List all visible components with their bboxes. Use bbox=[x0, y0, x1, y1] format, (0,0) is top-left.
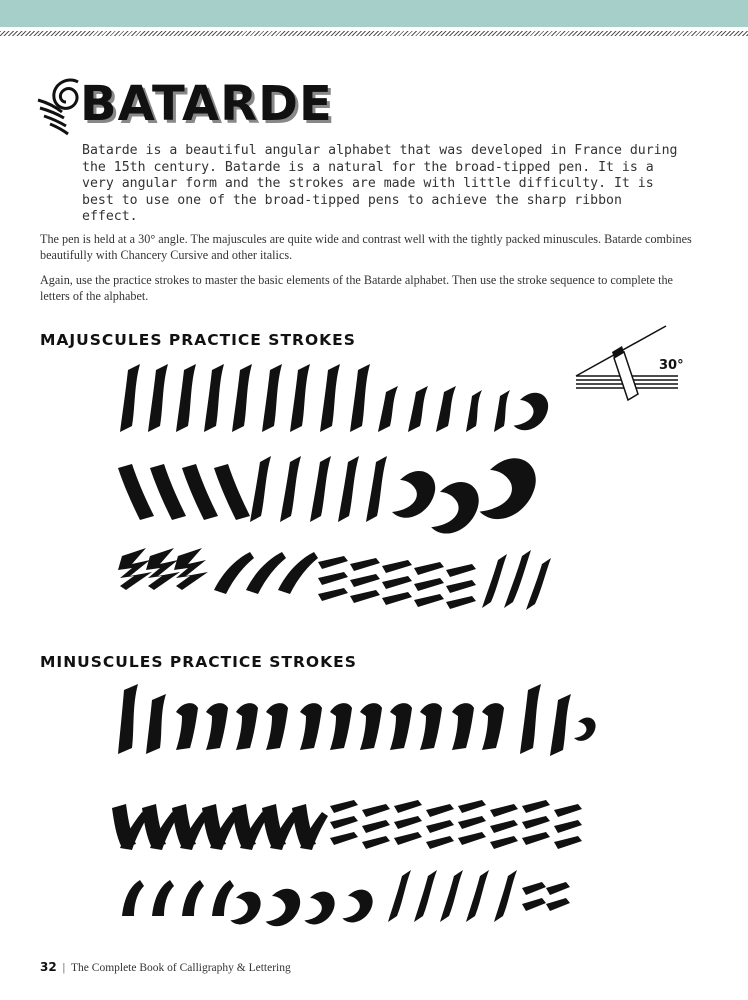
page-title: BATARDE bbox=[80, 76, 333, 132]
practice-stroke bbox=[230, 892, 260, 925]
practice-stroke bbox=[458, 832, 486, 845]
practice-stroke bbox=[378, 386, 398, 432]
practice-stroke bbox=[426, 836, 454, 849]
minuscules-strokes-row-1 bbox=[118, 684, 596, 756]
practice-stroke bbox=[330, 703, 352, 750]
practice-stroke bbox=[360, 703, 382, 750]
practice-stroke bbox=[414, 870, 437, 922]
practice-stroke bbox=[318, 572, 348, 585]
practice-stroke bbox=[490, 820, 518, 833]
practice-stroke bbox=[420, 703, 442, 750]
practice-stroke bbox=[280, 456, 301, 522]
practice-stroke bbox=[550, 694, 571, 756]
practice-stroke bbox=[250, 456, 271, 522]
practice-stroke bbox=[426, 804, 454, 817]
practice-stroke bbox=[414, 594, 444, 607]
minuscules-strokes-row-2 bbox=[112, 800, 582, 850]
practice-stroke bbox=[148, 364, 168, 432]
practice-stroke bbox=[330, 832, 358, 845]
practice-stroke bbox=[522, 832, 550, 845]
practice-stroke bbox=[176, 364, 196, 432]
practice-stroke bbox=[466, 870, 489, 922]
practice-stroke bbox=[330, 816, 358, 829]
practice-stroke bbox=[446, 596, 476, 609]
practice-stroke bbox=[118, 684, 138, 754]
intro-paragraph: Batarde is a beautiful angular alphabet that was developed in France during the 15th century. Batarde is a natural for the broad-tipped pen. It is a very angular form and the strokes are made with little difficulty. It is best to use one of the broad-tipped pens to achieve the sharp ribbon effect. bbox=[82, 143, 678, 224]
practice-stroke bbox=[554, 804, 582, 817]
practice-stroke bbox=[174, 548, 208, 590]
practice-stroke bbox=[350, 364, 370, 432]
practice-stroke bbox=[182, 464, 218, 520]
practice-stroke bbox=[342, 890, 372, 923]
practice-stroke bbox=[408, 386, 428, 432]
practice-stroke bbox=[182, 880, 204, 916]
practice-stroke bbox=[494, 390, 510, 432]
practice-stroke bbox=[362, 820, 390, 833]
practice-stroke bbox=[176, 703, 198, 750]
practice-stroke bbox=[262, 364, 282, 432]
practice-stroke bbox=[554, 836, 582, 849]
practice-stroke bbox=[394, 800, 422, 813]
practice-stroke bbox=[266, 703, 288, 750]
practice-stroke bbox=[426, 820, 454, 833]
practice-stroke bbox=[362, 804, 390, 817]
practice-stroke bbox=[452, 703, 474, 750]
body-paragraph-2: Again, use the practice strokes to master the basic elements of the Batarde alphabet. Then use the stroke sequence to complete the letters of the alphabet. bbox=[40, 273, 673, 303]
practice-stroke bbox=[482, 703, 504, 750]
practice-stroke bbox=[514, 393, 549, 430]
practice-stroke bbox=[382, 576, 412, 589]
practice-stroke bbox=[546, 898, 570, 911]
practice-stroke bbox=[350, 574, 380, 587]
practice-stroke bbox=[394, 816, 422, 829]
practice-stroke bbox=[414, 562, 444, 575]
majuscules-strokes-row-1 bbox=[120, 364, 548, 432]
practice-stroke bbox=[362, 836, 390, 849]
practice-stroke bbox=[232, 364, 252, 432]
practice-stroke bbox=[330, 800, 358, 813]
practice-stroke bbox=[522, 882, 546, 895]
practice-stroke bbox=[390, 703, 412, 750]
practice-stroke bbox=[440, 870, 463, 922]
practice-stroke bbox=[526, 558, 551, 610]
body-paragraph-1: The pen is held at a 30° angle. The majuscules are quite wide and contrast well with the tightly packed minuscules. Batarde combines beautifully with Chancery Cursive and other italics. bbox=[40, 232, 692, 262]
practice-stroke bbox=[118, 464, 154, 520]
practice-stroke bbox=[320, 364, 340, 432]
practice-stroke bbox=[266, 889, 301, 926]
practice-stroke bbox=[480, 458, 536, 519]
practice-stroke bbox=[574, 717, 596, 740]
majuscules-strokes-row-3 bbox=[118, 548, 551, 610]
practice-stroke bbox=[350, 558, 380, 571]
practice-stroke bbox=[431, 482, 479, 534]
practice-stroke bbox=[466, 390, 482, 432]
practice-stroke bbox=[152, 880, 174, 916]
practice-stroke bbox=[318, 556, 348, 569]
practice-stroke bbox=[490, 836, 518, 849]
practice-stroke bbox=[212, 880, 234, 916]
practice-stroke bbox=[304, 892, 334, 925]
practice-stroke bbox=[458, 816, 486, 829]
minuscules-strokes-row-3 bbox=[122, 870, 570, 926]
practice-stroke bbox=[546, 882, 570, 895]
practice-stroke bbox=[214, 464, 250, 520]
practice-stroke bbox=[146, 694, 166, 754]
practice-stroke bbox=[394, 832, 422, 845]
practice-stroke bbox=[150, 464, 186, 520]
practice-stroke bbox=[494, 870, 517, 922]
footer-separator: | bbox=[62, 962, 66, 974]
practice-stroke bbox=[204, 364, 224, 432]
practice-stroke bbox=[290, 364, 310, 432]
practice-stroke bbox=[554, 820, 582, 833]
minuscules-heading: MINUSCULES PRACTICE STROKES bbox=[40, 653, 357, 671]
practice-stroke bbox=[446, 564, 476, 577]
practice-stroke bbox=[120, 364, 140, 432]
practice-stroke bbox=[318, 588, 348, 601]
practice-stroke bbox=[366, 456, 387, 522]
practice-stroke bbox=[122, 880, 144, 916]
practice-stroke bbox=[522, 816, 550, 829]
practice-stroke bbox=[458, 800, 486, 813]
practice-stroke bbox=[414, 578, 444, 591]
practice-stroke bbox=[504, 550, 531, 608]
majuscules-heading: MAJUSCULES PRACTICE STROKES bbox=[40, 331, 356, 349]
practice-stroke bbox=[520, 684, 541, 754]
practice-stroke bbox=[482, 554, 507, 608]
practice-stroke bbox=[338, 456, 359, 522]
practice-stroke bbox=[300, 703, 322, 750]
practice-stroke bbox=[382, 592, 412, 605]
practice-stroke bbox=[392, 471, 435, 518]
practice-stroke bbox=[206, 703, 228, 750]
practice-stroke bbox=[236, 703, 258, 750]
page-footer bbox=[40, 960, 291, 974]
practice-stroke bbox=[382, 560, 412, 573]
pen-angle-label: 30° bbox=[659, 358, 684, 373]
majuscules-strokes-row-2 bbox=[118, 456, 536, 534]
practice-stroke bbox=[310, 456, 331, 522]
practice-stroke bbox=[490, 804, 518, 817]
practice-stroke bbox=[522, 800, 550, 813]
footer-page-number: 32 bbox=[40, 960, 57, 974]
practice-stroke bbox=[350, 590, 380, 603]
practice-stroke bbox=[436, 386, 456, 432]
footer-book-title: The Complete Book of Calligraphy & Lettering bbox=[71, 962, 291, 974]
practice-stroke bbox=[446, 580, 476, 593]
practice-stroke bbox=[522, 898, 546, 911]
practice-stroke bbox=[388, 870, 411, 922]
